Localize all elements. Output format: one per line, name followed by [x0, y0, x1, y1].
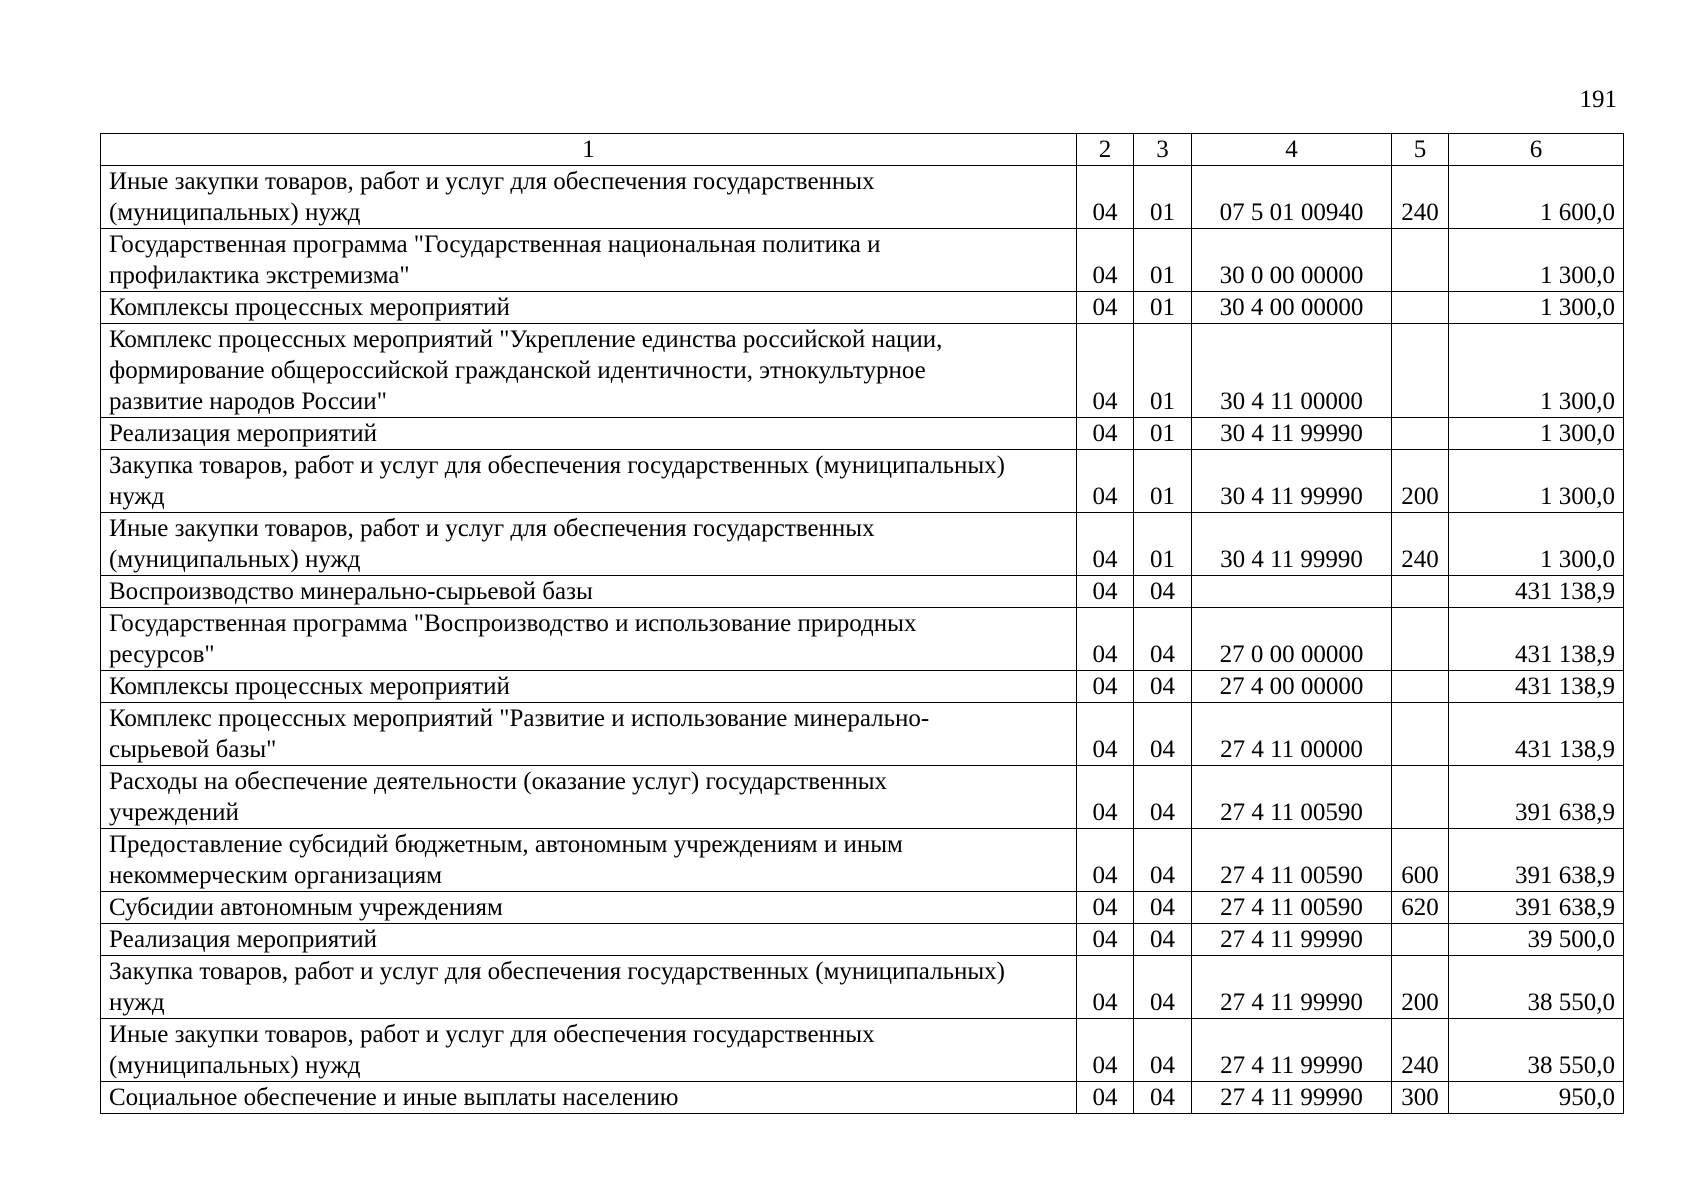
- expense-type-cell: [1392, 576, 1449, 608]
- expense-type-cell: [1392, 229, 1449, 292]
- expense-type-cell: 200: [1392, 956, 1449, 1019]
- table-row: [101, 1019, 1624, 1082]
- amount-cell: 431 138,9: [1449, 576, 1624, 608]
- subsection-code-cell: 04: [1134, 892, 1192, 924]
- table-row: [101, 608, 1624, 671]
- subsection-code-cell: 04: [1134, 703, 1192, 766]
- amount-cell: 1 300,0: [1449, 450, 1624, 513]
- table-body: [101, 166, 1624, 1114]
- expense-type-cell: 200: [1392, 450, 1449, 513]
- expense-type-cell: 240: [1392, 513, 1449, 576]
- expense-type-cell: [1392, 766, 1449, 829]
- row-name-cell: Государственная программа "Государственная национальная политика и профилактика экстремизма": [101, 229, 1077, 292]
- amount-cell: 431 138,9: [1449, 608, 1624, 671]
- row-name-cell: Иные закупки товаров, работ и услуг для обеспечения государственных (муниципальных) нужд: [101, 1019, 1077, 1082]
- row-name-cell: Иные закупки товаров, работ и услуг для обеспечения государственных (муниципальных) нужд: [101, 166, 1077, 229]
- subsection-code-cell: 04: [1134, 608, 1192, 671]
- subsection-code-cell: 01: [1134, 324, 1192, 418]
- subsection-code-cell: 01: [1134, 292, 1192, 324]
- target-article-cell: 07 5 01 00940: [1192, 166, 1392, 229]
- column-header: 5: [1392, 134, 1449, 166]
- row-name-cell: Закупка товаров, работ и услуг для обеспечения государственных (муниципальных) нужд: [101, 956, 1077, 1019]
- expense-type-cell: [1392, 924, 1449, 956]
- section-code-cell: 04: [1077, 229, 1134, 292]
- subsection-code-cell: 04: [1134, 1019, 1192, 1082]
- subsection-code-cell: 04: [1134, 956, 1192, 1019]
- expense-type-cell: 240: [1392, 1019, 1449, 1082]
- expense-type-cell: [1392, 324, 1449, 418]
- target-article-cell: 27 4 11 00590: [1192, 892, 1392, 924]
- section-code-cell: 04: [1077, 766, 1134, 829]
- row-name-cell: Предоставление субсидий бюджетным, автономным учреждениям и иным некоммерческим организациям: [101, 829, 1077, 892]
- table-row: [101, 229, 1624, 292]
- table-row: [101, 450, 1624, 513]
- section-code-cell: 04: [1077, 608, 1134, 671]
- expense-type-cell: 600: [1392, 829, 1449, 892]
- target-article-cell: 30 0 00 00000: [1192, 229, 1392, 292]
- section-code-cell: 04: [1077, 166, 1134, 229]
- target-article-cell: 27 4 11 99990: [1192, 956, 1392, 1019]
- expense-type-cell: [1392, 703, 1449, 766]
- section-code-cell: 04: [1077, 1082, 1134, 1114]
- amount-cell: 431 138,9: [1449, 703, 1624, 766]
- target-article-cell: 27 0 00 00000: [1192, 608, 1392, 671]
- page-number: 191: [1579, 86, 1617, 113]
- table-row: [101, 576, 1624, 608]
- table-row: [101, 829, 1624, 892]
- column-header: 2: [1077, 134, 1134, 166]
- column-header: 1: [101, 134, 1077, 166]
- amount-cell: 391 638,9: [1449, 892, 1624, 924]
- section-code-cell: 04: [1077, 292, 1134, 324]
- target-article-cell: 27 4 11 99990: [1192, 1082, 1392, 1114]
- amount-cell: 1 300,0: [1449, 229, 1624, 292]
- amount-cell: 39 500,0: [1449, 924, 1624, 956]
- target-article-cell: 27 4 11 00590: [1192, 766, 1392, 829]
- table-header-row: [101, 134, 1624, 166]
- table-row: [101, 703, 1624, 766]
- subsection-code-cell: 04: [1134, 924, 1192, 956]
- table-row: [101, 1082, 1624, 1114]
- target-article-cell: 27 4 11 00590: [1192, 829, 1392, 892]
- row-name-cell: Комплекс процессных мероприятий "Укрепление единства российской нации, формирование общероссийской гражданской идентичности, этнокультурное развитие народов России": [101, 324, 1077, 418]
- section-code-cell: 04: [1077, 671, 1134, 703]
- row-name-cell: Субсидии автономным учреждениям: [101, 892, 1077, 924]
- budget-table: [100, 133, 1624, 1114]
- row-name-cell: Реализация мероприятий: [101, 418, 1077, 450]
- amount-cell: 1 300,0: [1449, 324, 1624, 418]
- subsection-code-cell: 04: [1134, 829, 1192, 892]
- row-name-cell: Комплекс процессных мероприятий "Развитие и использование минерально- сырьевой базы": [101, 703, 1077, 766]
- amount-cell: 1 300,0: [1449, 418, 1624, 450]
- section-code-cell: 04: [1077, 829, 1134, 892]
- row-name-cell: Социальное обеспечение и иные выплаты населению: [101, 1082, 1077, 1114]
- table-row: [101, 956, 1624, 1019]
- row-name-cell: Расходы на обеспечение деятельности (оказание услуг) государственных учреждений: [101, 766, 1077, 829]
- table-row: [101, 324, 1624, 418]
- amount-cell: 391 638,9: [1449, 766, 1624, 829]
- row-name-cell: Государственная программа "Воспроизводство и использование природных ресурсов": [101, 608, 1077, 671]
- table-row: [101, 166, 1624, 229]
- target-article-cell: 30 4 11 99990: [1192, 513, 1392, 576]
- amount-cell: 431 138,9: [1449, 671, 1624, 703]
- amount-cell: 38 550,0: [1449, 956, 1624, 1019]
- subsection-code-cell: 01: [1134, 450, 1192, 513]
- row-name-cell: Воспроизводство минерально-сырьевой базы: [101, 576, 1077, 608]
- expense-type-cell: 240: [1392, 166, 1449, 229]
- section-code-cell: 04: [1077, 1019, 1134, 1082]
- column-header: 6: [1449, 134, 1624, 166]
- subsection-code-cell: 01: [1134, 418, 1192, 450]
- section-code-cell: 04: [1077, 450, 1134, 513]
- table-row: [101, 924, 1624, 956]
- target-article-cell: 30 4 11 00000: [1192, 324, 1392, 418]
- amount-cell: 950,0: [1449, 1082, 1624, 1114]
- section-code-cell: 04: [1077, 513, 1134, 576]
- subsection-code-cell: 01: [1134, 166, 1192, 229]
- section-code-cell: 04: [1077, 924, 1134, 956]
- table-row: [101, 292, 1624, 324]
- expense-type-cell: [1392, 608, 1449, 671]
- amount-cell: 1 300,0: [1449, 292, 1624, 324]
- subsection-code-cell: 04: [1134, 766, 1192, 829]
- row-name-cell: Иные закупки товаров, работ и услуг для обеспечения государственных (муниципальных) нужд: [101, 513, 1077, 576]
- amount-cell: 1 600,0: [1449, 166, 1624, 229]
- target-article-cell: 27 4 11 00000: [1192, 703, 1392, 766]
- amount-cell: 391 638,9: [1449, 829, 1624, 892]
- section-code-cell: 04: [1077, 892, 1134, 924]
- amount-cell: 1 300,0: [1449, 513, 1624, 576]
- section-code-cell: 04: [1077, 324, 1134, 418]
- amount-cell: 38 550,0: [1449, 1019, 1624, 1082]
- target-article-cell: 27 4 11 99990: [1192, 1019, 1392, 1082]
- column-header: 3: [1134, 134, 1192, 166]
- table-row: [101, 513, 1624, 576]
- column-header: 4: [1192, 134, 1392, 166]
- row-name-cell: Комплексы процессных мероприятий: [101, 292, 1077, 324]
- section-code-cell: 04: [1077, 956, 1134, 1019]
- subsection-code-cell: 01: [1134, 513, 1192, 576]
- section-code-cell: 04: [1077, 576, 1134, 608]
- target-article-cell: 27 4 11 99990: [1192, 924, 1392, 956]
- target-article-cell: 30 4 11 99990: [1192, 418, 1392, 450]
- subsection-code-cell: 01: [1134, 229, 1192, 292]
- expense-type-cell: [1392, 418, 1449, 450]
- subsection-code-cell: 04: [1134, 1082, 1192, 1114]
- table-row: [101, 892, 1624, 924]
- table-row: [101, 418, 1624, 450]
- expense-type-cell: [1392, 292, 1449, 324]
- subsection-code-cell: 04: [1134, 671, 1192, 703]
- row-name-cell: Комплексы процессных мероприятий: [101, 671, 1077, 703]
- subsection-code-cell: 04: [1134, 576, 1192, 608]
- expense-type-cell: 620: [1392, 892, 1449, 924]
- expense-type-cell: 300: [1392, 1082, 1449, 1114]
- target-article-cell: [1192, 576, 1392, 608]
- target-article-cell: 30 4 00 00000: [1192, 292, 1392, 324]
- row-name-cell: Закупка товаров, работ и услуг для обеспечения государственных (муниципальных) нужд: [101, 450, 1077, 513]
- expense-type-cell: [1392, 671, 1449, 703]
- target-article-cell: 27 4 00 00000: [1192, 671, 1392, 703]
- table-row: [101, 671, 1624, 703]
- target-article-cell: 30 4 11 99990: [1192, 450, 1392, 513]
- table-row: [101, 766, 1624, 829]
- section-code-cell: 04: [1077, 703, 1134, 766]
- section-code-cell: 04: [1077, 418, 1134, 450]
- row-name-cell: Реализация мероприятий: [101, 924, 1077, 956]
